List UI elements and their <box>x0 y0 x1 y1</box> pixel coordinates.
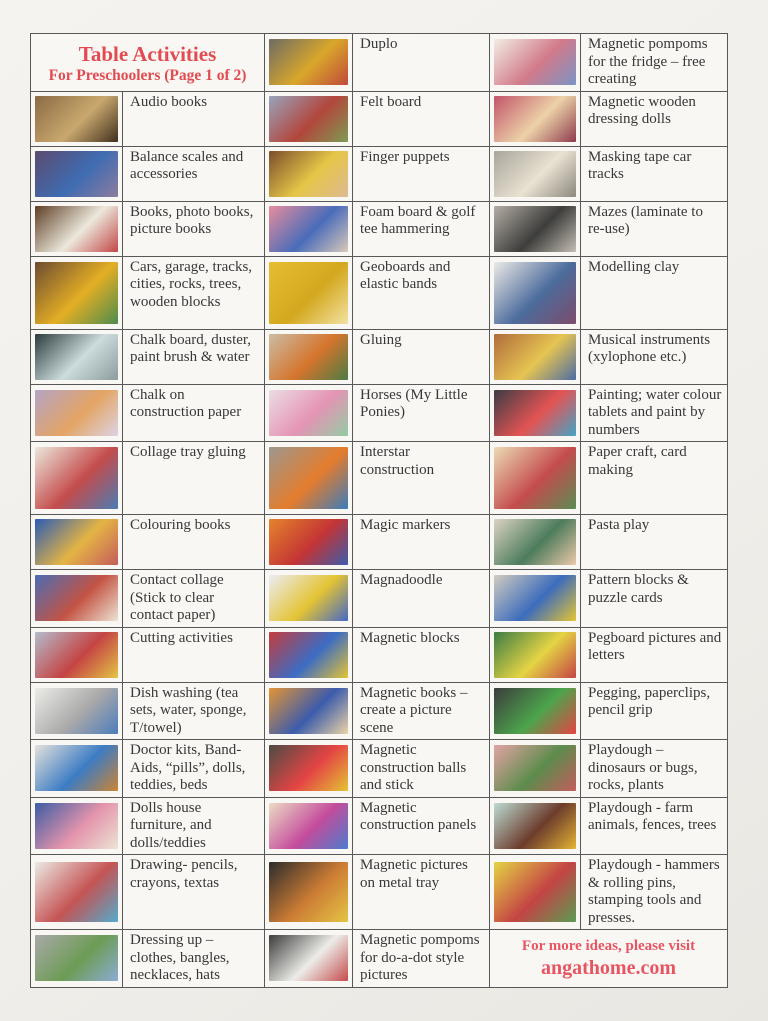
photo-cell <box>265 797 353 855</box>
label-cell <box>581 384 728 442</box>
photo-cell <box>31 855 123 930</box>
activity-label: Colouring books <box>130 517 231 533</box>
activity-label: Pattern blocks & puzzle cards <box>588 572 689 606</box>
label-cell <box>123 930 265 988</box>
table-row <box>31 855 728 930</box>
label-cell <box>123 146 265 201</box>
photo-cell <box>490 682 581 740</box>
photo-cell <box>265 682 353 740</box>
photo-gluing-tray <box>269 334 348 380</box>
label-cell <box>581 91 728 146</box>
table-row <box>31 930 728 988</box>
label-cell <box>581 797 728 855</box>
label-cell <box>581 570 728 628</box>
activity-label: Mazes (laminate to re-use) <box>588 203 703 237</box>
photo-foam-board <box>269 206 348 252</box>
activity-label: Magnetic wooden dressing dolls <box>588 93 696 127</box>
photo-duplo <box>269 39 348 85</box>
photo-cell <box>265 91 353 146</box>
label-cell <box>353 201 490 256</box>
label-cell <box>353 855 490 930</box>
scanned-page <box>30 33 728 988</box>
photo-cell <box>31 146 123 201</box>
activity-label: Duplo <box>360 36 398 52</box>
photo-cell <box>265 146 353 201</box>
activity-label: Geoboards and elastic bands <box>360 258 451 292</box>
photo-cell <box>31 930 123 988</box>
label-cell <box>123 740 265 798</box>
activity-label: Gluing <box>360 331 402 348</box>
photo-colouring-books <box>35 519 118 565</box>
activity-label: Magnetic pictures on metal tray <box>360 857 468 891</box>
activity-label: Dolls house furniture, and dolls/teddies <box>130 799 212 851</box>
photo-dressing-up <box>35 935 118 981</box>
activities-table <box>30 33 728 988</box>
photo-cell <box>265 442 353 515</box>
photo-geoboard <box>269 262 348 324</box>
photo-pegboard <box>494 632 576 678</box>
photo-collage-tray <box>35 447 118 509</box>
label-cell <box>581 740 728 798</box>
label-cell <box>581 682 728 740</box>
photo-dish-washing <box>35 688 118 734</box>
label-cell <box>123 627 265 682</box>
activity-label: Pasta play <box>588 517 650 533</box>
photo-pony-horses <box>269 390 348 436</box>
photo-cell <box>265 570 353 628</box>
label-cell <box>353 797 490 855</box>
activity-label: Pegboard pictures and letters <box>588 629 722 663</box>
photo-cell <box>265 384 353 442</box>
table-row <box>31 256 728 329</box>
photo-cell <box>31 329 123 384</box>
label-cell <box>353 34 490 92</box>
table-row <box>31 515 728 570</box>
activity-label: Magnetic pompoms for do-a-dot style pictures <box>360 932 480 983</box>
label-cell <box>123 329 265 384</box>
table-row <box>31 627 728 682</box>
photo-construction-panels <box>269 803 348 849</box>
photo-cell <box>31 570 123 628</box>
activity-label: Audio books <box>130 93 208 110</box>
table-row <box>31 797 728 855</box>
activity-label: Drawing- pencils, crayons, textas <box>130 857 238 891</box>
activity-label: Painting; water colour tablets and paint by numbers <box>588 386 722 438</box>
page-subtitle: For Preschoolers (Page 1 of 2) <box>48 66 247 84</box>
activity-label: Playdough - farm animals, fences, trees <box>588 799 717 833</box>
table-title-cell <box>31 34 265 92</box>
photo-cell <box>265 627 353 682</box>
activity-label: Dressing up – clothes, bangles, necklaces, hats <box>130 932 230 983</box>
activity-label: Horses (My Little Ponies) <box>360 386 468 420</box>
photo-cell <box>265 855 353 930</box>
activity-label: Balance scales and accessories <box>130 148 244 182</box>
label-cell <box>353 570 490 628</box>
photo-cutting-box <box>35 632 118 678</box>
label-cell <box>581 201 728 256</box>
activity-label: Foam board & golf tee hammering <box>360 203 476 237</box>
label-cell <box>581 329 728 384</box>
table-row <box>31 384 728 442</box>
label-cell <box>353 329 490 384</box>
photo-audio-books <box>35 96 118 142</box>
photo-magnetic-books <box>269 688 348 734</box>
label-cell <box>581 627 728 682</box>
activity-label: Doctor kits, Band-Aids, “pills”, dolls, teddies, beds <box>130 742 246 793</box>
table-row <box>31 442 728 515</box>
photo-cell <box>31 797 123 855</box>
label-cell <box>353 930 490 988</box>
photo-magnetic-pompoms-fridge <box>494 39 576 85</box>
activity-label: Paper craft, card making <box>588 444 687 478</box>
photo-cell <box>265 930 353 988</box>
activity-label: Playdough - hammers & rolling pins, stamping tools and presses. <box>588 857 720 926</box>
photo-cell <box>31 442 123 515</box>
photo-finger-puppets <box>269 151 348 197</box>
label-cell <box>581 146 728 201</box>
photo-xylophone <box>494 334 576 380</box>
photo-do-a-dot-pompoms <box>269 935 348 981</box>
label-cell <box>353 515 490 570</box>
photo-cell <box>265 256 353 329</box>
photo-playdough-tools <box>494 862 576 922</box>
photo-metal-tray-magnets <box>269 862 348 922</box>
label-cell <box>123 442 265 515</box>
photo-pasta-play <box>494 519 576 565</box>
photo-pegging-cards <box>494 688 576 734</box>
activity-label: Magnetic pompoms for the fridge – free creating <box>588 36 708 87</box>
label-cell <box>581 515 728 570</box>
photo-cell <box>490 442 581 515</box>
activity-label: Finger puppets <box>360 148 450 165</box>
photo-paper-craft <box>494 447 576 509</box>
photo-cell <box>31 740 123 798</box>
activity-label: Magnadoodle <box>360 572 443 588</box>
label-cell <box>123 515 265 570</box>
activity-label: Interstar construction <box>360 444 435 478</box>
activity-label: Collage tray gluing <box>130 444 246 460</box>
activity-label: Magnetic books – create a picture scene <box>360 684 468 736</box>
label-cell <box>123 797 265 855</box>
activity-label: Felt board <box>360 93 422 110</box>
photo-felt-board <box>269 96 348 142</box>
table-row <box>31 91 728 146</box>
footer-note-cell <box>490 930 728 988</box>
photo-doctor-kit <box>35 745 118 791</box>
label-cell <box>353 91 490 146</box>
photo-construction-balls <box>269 745 348 791</box>
activity-label: Pegging, paperclips, pencil grip <box>588 684 711 718</box>
photo-contact-collage <box>35 575 118 621</box>
photo-dolls-house <box>35 803 118 849</box>
activity-label: Dish washing (tea sets, water, sponge, T/towel) <box>130 684 247 736</box>
activity-label: Magnetic construction balls and stick <box>360 742 467 793</box>
table-row <box>31 34 728 92</box>
photo-cell <box>490 515 581 570</box>
photo-magnetic-blocks <box>269 632 348 678</box>
table-row <box>31 329 728 384</box>
photo-pattern-blocks <box>494 575 576 621</box>
photo-picture-books <box>35 206 118 252</box>
photo-cell <box>490 797 581 855</box>
photo-cell <box>265 740 353 798</box>
activity-label: Cars, garage, tracks, cities, rocks, trees, wooden blocks <box>130 258 253 310</box>
activity-label: Musical instruments (xylophone etc.) <box>588 331 711 365</box>
label-cell <box>123 855 265 930</box>
photo-dressing-dolls <box>494 96 576 142</box>
photo-cell <box>31 627 123 682</box>
photo-cell <box>265 515 353 570</box>
photo-cell <box>31 682 123 740</box>
page-title: Table Activities <box>78 41 217 66</box>
photo-cell <box>265 329 353 384</box>
photo-cell <box>31 384 123 442</box>
label-cell <box>353 740 490 798</box>
photo-balance-scales <box>35 151 118 197</box>
photo-playdough-dinosaurs <box>494 745 576 791</box>
photo-cell <box>490 256 581 329</box>
activity-label: Chalk board, duster, paint brush & water <box>130 331 252 365</box>
photo-cell <box>490 384 581 442</box>
activity-label: Magnetic construction panels <box>360 799 477 833</box>
label-cell <box>353 256 490 329</box>
photo-paint-tablets <box>494 390 576 436</box>
photo-cell <box>490 34 581 92</box>
photo-cell <box>31 201 123 256</box>
photo-cell <box>490 627 581 682</box>
photo-cell <box>265 34 353 92</box>
activity-label: Playdough – dinosaurs or bugs, rocks, plants <box>588 742 698 793</box>
activity-label: Masking tape car tracks <box>588 148 692 182</box>
label-cell <box>123 91 265 146</box>
label-cell <box>353 442 490 515</box>
label-cell <box>123 384 265 442</box>
activity-label: Cutting activities <box>130 629 233 646</box>
activity-label: Contact collage (Stick to clear contact paper) <box>130 572 224 623</box>
photo-chalk-paper <box>35 390 118 436</box>
photo-magnadoodle <box>269 575 348 621</box>
photo-toy-cars <box>35 262 118 324</box>
photo-cell <box>490 146 581 201</box>
label-cell <box>353 682 490 740</box>
photo-mazes <box>494 206 576 252</box>
table-row <box>31 201 728 256</box>
photo-masking-tape-tracks <box>494 151 576 197</box>
table-row <box>31 570 728 628</box>
photo-cell <box>31 515 123 570</box>
activity-label: Chalk on construction paper <box>130 386 242 420</box>
photo-playdough-farm <box>494 803 576 849</box>
table-row <box>31 146 728 201</box>
table-row <box>31 682 728 740</box>
label-cell <box>123 201 265 256</box>
table-row <box>31 740 728 798</box>
footer-website: angathome.com <box>541 957 676 980</box>
label-cell <box>581 442 728 515</box>
photo-modelling-clay <box>494 262 576 324</box>
label-cell <box>353 146 490 201</box>
label-cell <box>353 627 490 682</box>
activity-label: Modelling clay <box>588 258 680 275</box>
photo-cell <box>490 201 581 256</box>
footer-note-line1: For more ideas, please visit <box>521 938 696 955</box>
photo-chalk-board <box>35 334 118 380</box>
photo-magic-markers <box>269 519 348 565</box>
label-cell <box>581 256 728 329</box>
label-cell <box>123 256 265 329</box>
photo-drawing-pencils <box>35 862 118 922</box>
photo-cell <box>490 329 581 384</box>
label-cell <box>123 682 265 740</box>
photo-interstar <box>269 447 348 509</box>
photo-cell <box>31 91 123 146</box>
photo-cell <box>265 201 353 256</box>
photo-cell <box>490 855 581 930</box>
photo-cell <box>31 256 123 329</box>
activity-label: Magnetic blocks <box>360 629 460 646</box>
photo-cell <box>490 570 581 628</box>
activity-label: Magic markers <box>360 517 451 533</box>
label-cell <box>353 384 490 442</box>
label-cell <box>581 34 728 92</box>
label-cell <box>123 570 265 628</box>
photo-cell <box>490 740 581 798</box>
photo-cell <box>490 91 581 146</box>
activity-label: Books, photo books, picture books <box>130 203 254 237</box>
label-cell <box>581 855 728 930</box>
